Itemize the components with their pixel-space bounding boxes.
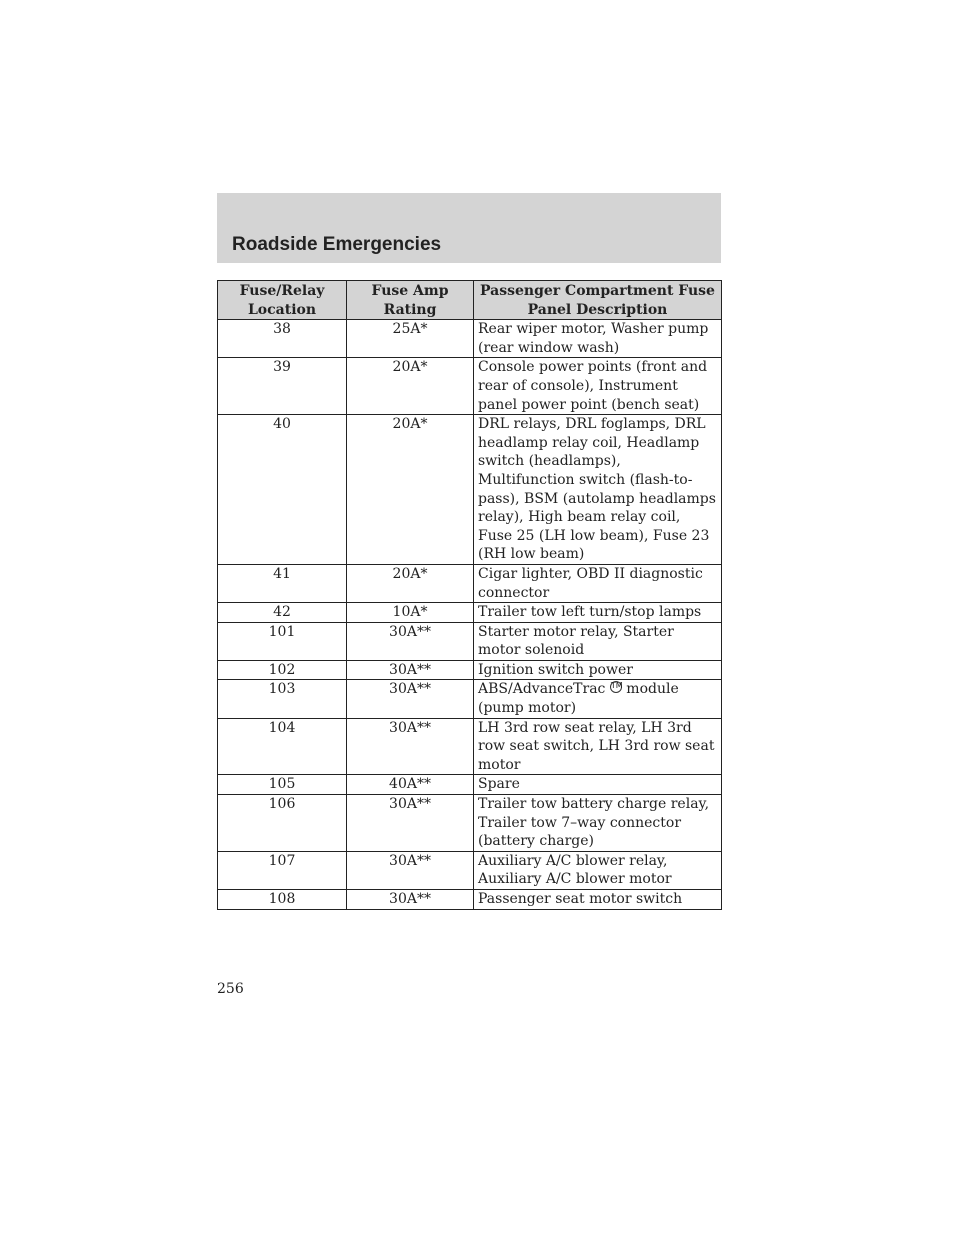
- page-number: 256: [217, 981, 244, 997]
- table-row: [218, 564, 722, 602]
- header-location: Fuse/Relay Location: [218, 281, 347, 320]
- cell-rating: 40A**: [347, 775, 474, 795]
- header-description: Passenger Compartment Fuse Panel Description: [474, 281, 722, 320]
- cell-location: 38: [218, 320, 347, 358]
- cell-location: 101: [218, 622, 347, 660]
- header-rating: Fuse Amp Rating: [347, 281, 474, 320]
- cell-description: Trailer tow left turn/stop lamps: [474, 603, 722, 623]
- cell-location: 39: [218, 358, 347, 415]
- cell-rating: 30A**: [347, 718, 474, 775]
- cell-description: Trailer tow battery charge relay, Trailer tow 7–way connector (battery charge): [474, 795, 722, 852]
- cell-description: Passenger seat motor switch: [474, 890, 722, 910]
- cell-location: 102: [218, 660, 347, 680]
- cell-rating: 30A**: [347, 680, 474, 718]
- cell-description: [474, 680, 722, 718]
- cell-description: Rear wiper motor, Washer pump (rear window wash): [474, 320, 722, 358]
- cell-rating: 25A*: [347, 320, 474, 358]
- cell-rating: 30A**: [347, 851, 474, 889]
- cell-location: 107: [218, 851, 347, 889]
- cell-description: Spare: [474, 775, 722, 795]
- cell-location: 106: [218, 795, 347, 852]
- cell-rating: 30A**: [347, 660, 474, 680]
- cell-rating: 30A**: [347, 795, 474, 852]
- cell-location: 40: [218, 415, 347, 565]
- cell-rating: 30A**: [347, 890, 474, 910]
- table-row: [218, 358, 722, 415]
- cell-description: LH 3rd row seat relay, LH 3rd row seat switch, LH 3rd row seat motor: [474, 718, 722, 775]
- table-header-row: [218, 281, 722, 320]
- cell-description: Cigar lighter, OBD II diagnostic connector: [474, 564, 722, 602]
- table-row: [218, 890, 722, 910]
- fuse-table: [217, 280, 722, 910]
- cell-rating: 30A**: [347, 622, 474, 660]
- description-prefix: ABS/AdvanceTrac: [478, 681, 606, 698]
- description-suffix: module (pump motor): [478, 681, 679, 717]
- table-row: [218, 795, 722, 852]
- cell-location: 103: [218, 680, 347, 718]
- cell-location: 104: [218, 718, 347, 775]
- cell-rating: 20A*: [347, 564, 474, 602]
- cell-location: 108: [218, 890, 347, 910]
- trademark-icon: TM: [610, 681, 622, 693]
- cell-location: 41: [218, 564, 347, 602]
- table-row: [218, 660, 722, 680]
- cell-description: Ignition switch power: [474, 660, 722, 680]
- cell-rating: 10A*: [347, 603, 474, 623]
- cell-description: Console power points (front and rear of console), Instrument panel power point (bench seat): [474, 358, 722, 415]
- cell-rating: 20A*: [347, 358, 474, 415]
- table-row: [218, 775, 722, 795]
- cell-description: DRL relays, DRL foglamps, DRL headlamp relay coil, Headlamp switch (headlamps), Multifunction switch (flash-to-pass), BSM (autolamp headlamps relay), High beam relay coil, Fuse 25 (LH low beam), Fuse 23 (RH low beam): [474, 415, 722, 565]
- table-row: [218, 718, 722, 775]
- cell-description: Auxiliary A/C blower relay, Auxiliary A/C blower motor: [474, 851, 722, 889]
- cell-location: 105: [218, 775, 347, 795]
- section-title: Roadside Emergencies: [232, 234, 442, 255]
- table-row: [218, 415, 722, 565]
- table-row: [218, 603, 722, 623]
- table-row: [218, 622, 722, 660]
- cell-location: 42: [218, 603, 347, 623]
- table-row: [218, 320, 722, 358]
- table-row: [218, 680, 722, 718]
- table-row: [218, 851, 722, 889]
- cell-description: Starter motor relay, Starter motor solenoid: [474, 622, 722, 660]
- section-banner: [217, 193, 721, 263]
- cell-rating: 20A*: [347, 415, 474, 565]
